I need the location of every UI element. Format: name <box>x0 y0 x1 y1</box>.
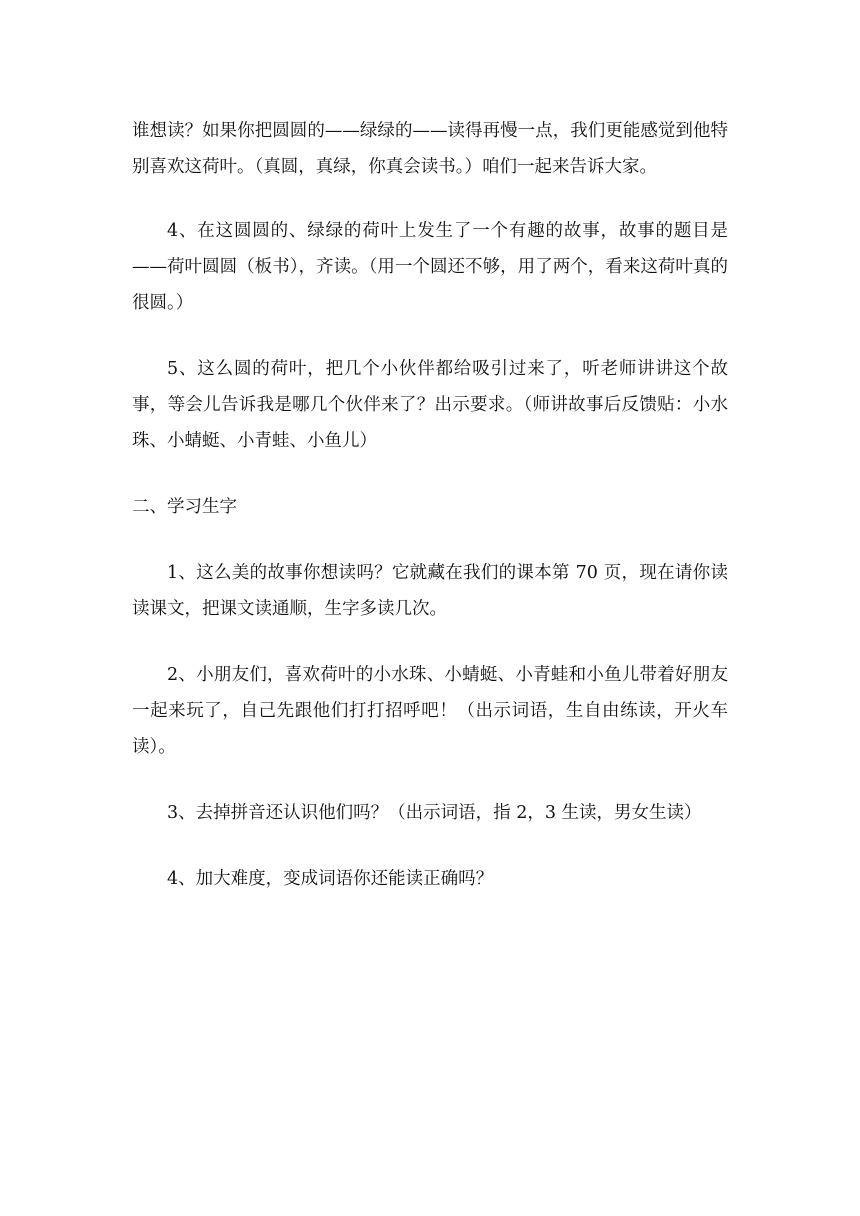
paragraph-step-4-title: 4、在这圆圆的、绿绿的荷叶上发生了一个有趣的故事，故事的题目是——荷叶圆圆（板书），齐读。（用一个圆还不够，用了两个，看来这荷叶真的很圆。） <box>132 221 728 313</box>
paragraph-step-3-remove-pinyin: 3、去掉拼音还认识他们吗？（出示词语，指 2，3 生读，男女生读） <box>167 803 702 823</box>
paragraph-continuation: 谁想读？如果你把圆圆的——绿绿的——读得再慢一点，我们更能感觉到他特别喜欢这荷叶。（真圆，真绿，你真会读书。）咱们一起来告诉大家。 <box>132 121 728 177</box>
paragraph-step-1-read-text: 1、这么美的故事你想读吗？它就藏在我们的课本第 70 页，现在请你读读课文，把课文读通顺，生字多读几次。 <box>132 563 728 619</box>
paragraph-step-4-harder: 4、加大难度，变成词语你还能读正确吗？ <box>167 869 494 889</box>
paragraph-step-2-greet-words: 2、小朋友们，喜欢荷叶的小水珠、小蜻蜓、小青蛙和小鱼儿带着好朋友一起来玩了，自己先跟他们打打招呼吧！（出示词语，生自由练读，开火车读）。 <box>132 665 728 757</box>
document-body <box>132 113 728 927</box>
paragraph-step-5-story: 5、这么圆的荷叶，把几个小伙伴都给吸引过来了，听老师讲讲这个故事，等会儿告诉我是哪几个伙伴来了？出示要求。（师讲故事后反馈贴：小水珠、小蜻蜓、小青蛙、小鱼儿） <box>132 359 728 451</box>
section-heading-learn-characters: 二、学习生字 <box>132 497 237 517</box>
